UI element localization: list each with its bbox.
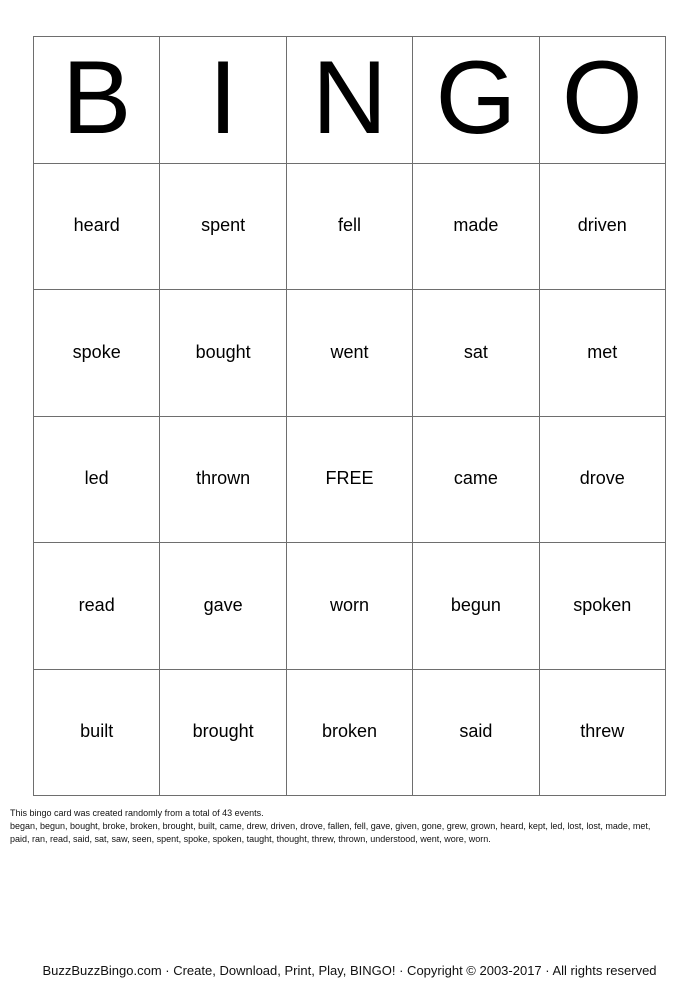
header-letter-o: O bbox=[540, 37, 666, 164]
bingo-card bbox=[33, 36, 666, 796]
bingo-cell: threw bbox=[540, 670, 666, 797]
bingo-cell: gave bbox=[160, 543, 286, 670]
bingo-cell: built bbox=[34, 670, 160, 797]
bingo-cell: driven bbox=[540, 164, 666, 291]
header-letter-n: N bbox=[287, 37, 413, 164]
bingo-cell: thrown bbox=[160, 417, 286, 544]
bingo-cell: worn bbox=[287, 543, 413, 670]
bingo-cell: brought bbox=[160, 670, 286, 797]
bingo-cell: made bbox=[413, 164, 539, 291]
header-letter-g: G bbox=[413, 37, 539, 164]
bingo-cell: led bbox=[34, 417, 160, 544]
card-info bbox=[10, 807, 695, 846]
bingo-cell: came bbox=[413, 417, 539, 544]
bingo-cell: drove bbox=[540, 417, 666, 544]
free-space-cell: FREE bbox=[287, 417, 413, 544]
bingo-cell: spoke bbox=[34, 290, 160, 417]
bingo-cell: heard bbox=[34, 164, 160, 291]
bingo-cell: bought bbox=[160, 290, 286, 417]
page-footer: BuzzBuzzBingo.com · Create, Download, Print, Play, BINGO! · Copyright © 2003-2017 · All rights reserved bbox=[42, 963, 657, 978]
bingo-cell: fell bbox=[287, 164, 413, 291]
bingo-cell: sat bbox=[413, 290, 539, 417]
bingo-cell: read bbox=[34, 543, 160, 670]
header-letter-i: I bbox=[160, 37, 286, 164]
events-list-line-2: paid, ran, read, said, sat, saw, seen, spent, spoke, spoken, taught, thought, threw, thrown, understood, went, wore, worn. bbox=[10, 834, 491, 844]
card-summary: This bingo card was created randomly from a total of 43 events. bbox=[10, 808, 264, 818]
bingo-cell: broken bbox=[287, 670, 413, 797]
bingo-cell: met bbox=[540, 290, 666, 417]
bingo-cell: spent bbox=[160, 164, 286, 291]
header-letter-b: B bbox=[34, 37, 160, 164]
bingo-cell: went bbox=[287, 290, 413, 417]
events-list-line-1: began, begun, bought, broke, broken, brought, built, came, drew, driven, drove, fallen, fell, gave, given, gone, grew, grown, heard, kept, led, lost, lost, made, met, bbox=[10, 821, 651, 831]
bingo-cell: begun bbox=[413, 543, 539, 670]
bingo-cell: spoken bbox=[540, 543, 666, 670]
bingo-cell: said bbox=[413, 670, 539, 797]
